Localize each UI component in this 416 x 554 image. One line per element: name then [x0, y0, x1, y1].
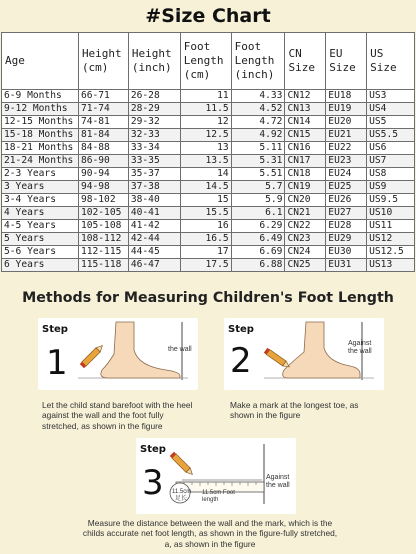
step-number: 1: [46, 343, 68, 383]
table-cell: 6.49: [231, 233, 285, 246]
column-header: Height (inch): [128, 33, 180, 90]
table-cell: CN20: [285, 194, 326, 207]
table-cell: 66-71: [78, 90, 128, 103]
table-cell: 5.7: [231, 181, 285, 194]
column-header: Foot Length (cm): [180, 33, 231, 90]
table-cell: 84-88: [78, 142, 128, 155]
step-number: 3: [142, 463, 164, 503]
table-cell: CN19: [285, 181, 326, 194]
table-row: [2, 129, 415, 142]
table-cell: 4.52: [231, 103, 285, 116]
table-cell: 5 Years: [2, 233, 79, 246]
table-row: [2, 116, 415, 129]
step-2-caption: Make a mark at the longest toe, as shown in the figure: [230, 400, 359, 421]
table-cell: 13: [180, 142, 231, 155]
step-label: Step: [140, 444, 166, 455]
table-row: [2, 142, 415, 155]
table-row: [2, 259, 415, 272]
column-header: Foot Length (inch): [231, 33, 285, 90]
table-cell: 5.9: [231, 194, 285, 207]
table-cell: 35-37: [128, 168, 180, 181]
table-cell: US4: [367, 103, 415, 116]
wall-label: Against the wall: [348, 340, 372, 355]
table-cell: 98-102: [78, 194, 128, 207]
table-cell: 12.5: [180, 129, 231, 142]
table-cell: US11: [367, 220, 415, 233]
mark-label: 11.5cm 足长: [172, 489, 192, 502]
table-cell: 112-115: [78, 246, 128, 259]
table-cell: US9: [367, 181, 415, 194]
table-cell: US12.5: [367, 246, 415, 259]
step-3-card: [136, 438, 296, 514]
methods-title: Methods for Measuring Children's Foot Length: [22, 290, 394, 306]
table-cell: US5.5: [367, 129, 415, 142]
column-header: CN Size: [285, 33, 326, 90]
table-cell: 11.5: [180, 103, 231, 116]
table-row: [2, 207, 415, 220]
table-row: [2, 246, 415, 259]
table-cell: EU26: [326, 194, 367, 207]
table-cell: US10: [367, 207, 415, 220]
table-cell: 14: [180, 168, 231, 181]
table-cell: 90-94: [78, 168, 128, 181]
table-row: [2, 155, 415, 168]
table-cell: CN13: [285, 103, 326, 116]
step-1-caption: Let the child stand barefoot with the heel against the wall and the foot fully stretched, as shown in the figure: [42, 400, 193, 431]
table-cell: 3-4 Years: [2, 194, 79, 207]
size-chart-table: [1, 32, 415, 272]
table-cell: 12-15 Months: [2, 116, 79, 129]
table-cell: 4.72: [231, 116, 285, 129]
pencil-icon: [170, 452, 195, 477]
table-cell: CN22: [285, 220, 326, 233]
table-cell: 28-29: [128, 103, 180, 116]
table-cell: 12: [180, 116, 231, 129]
table-cell: US3: [367, 90, 415, 103]
table-cell: 40-41: [128, 207, 180, 220]
column-header: Age: [2, 33, 79, 90]
table-cell: 6.1: [231, 207, 285, 220]
table-cell: CN16: [285, 142, 326, 155]
table-cell: 6.69: [231, 246, 285, 259]
table-cell: 5-6 Years: [2, 246, 79, 259]
table-cell: CN18: [285, 168, 326, 181]
table-row: [2, 233, 415, 246]
table-cell: 6 Years: [2, 259, 79, 272]
table-cell: 71-74: [78, 103, 128, 116]
table-cell: CN25: [285, 259, 326, 272]
table-cell: EU23: [326, 155, 367, 168]
table-header-row: [2, 33, 415, 90]
table-cell: EU29: [326, 233, 367, 246]
table-cell: 41-42: [128, 220, 180, 233]
table-cell: 3 Years: [2, 181, 79, 194]
ruler-label: 11.5cm Foot length: [202, 490, 235, 503]
table-row: [2, 103, 415, 116]
table-cell: 5.51: [231, 168, 285, 181]
table-cell: 81-84: [78, 129, 128, 142]
table-cell: 5.11: [231, 142, 285, 155]
wall-label: Against the wall: [266, 474, 290, 489]
table-cell: EU19: [326, 103, 367, 116]
step-label: Step: [228, 324, 254, 335]
table-cell: 74-81: [78, 116, 128, 129]
table-cell: US5: [367, 116, 415, 129]
step-number: 2: [230, 341, 252, 381]
table-cell: CN12: [285, 90, 326, 103]
table-cell: CN23: [285, 233, 326, 246]
step-1-card: [38, 318, 198, 390]
table-cell: 108-112: [78, 233, 128, 246]
table-cell: 32-33: [128, 129, 180, 142]
table-cell: EU25: [326, 181, 367, 194]
table-cell: 105-108: [78, 220, 128, 233]
table-cell: EU24: [326, 168, 367, 181]
table-cell: 86-90: [78, 155, 128, 168]
table-cell: 38-40: [128, 194, 180, 207]
step-2-card: [224, 318, 384, 390]
table-cell: 17.5: [180, 259, 231, 272]
table-cell: 14.5: [180, 181, 231, 194]
table-cell: US8: [367, 168, 415, 181]
step-1-illustration: [38, 318, 198, 390]
table-cell: 5.31: [231, 155, 285, 168]
table-cell: 4.33: [231, 90, 285, 103]
table-cell: CN14: [285, 116, 326, 129]
table-cell: 11: [180, 90, 231, 103]
table-cell: 15.5: [180, 207, 231, 220]
size-chart-title: #Size Chart: [145, 5, 271, 27]
table-cell: 2-3 Years: [2, 168, 79, 181]
table-cell: 29-32: [128, 116, 180, 129]
column-header: Height (cm): [78, 33, 128, 90]
pencil-icon: [80, 343, 105, 368]
table-cell: EU28: [326, 220, 367, 233]
table-cell: US13: [367, 259, 415, 272]
table-cell: 21-24 Months: [2, 155, 79, 168]
table-cell: 94-98: [78, 181, 128, 194]
table-cell: 9-12 Months: [2, 103, 79, 116]
pencil-icon: [264, 348, 291, 370]
table-cell: 26-28: [128, 90, 180, 103]
table-cell: 18-21 Months: [2, 142, 79, 155]
table-row: [2, 90, 415, 103]
table-cell: 46-47: [128, 259, 180, 272]
table-cell: 33-35: [128, 155, 180, 168]
table-row: [2, 168, 415, 181]
table-cell: US6: [367, 142, 415, 155]
table-cell: EU31: [326, 259, 367, 272]
table-cell: 6.29: [231, 220, 285, 233]
table-cell: 4 Years: [2, 207, 79, 220]
table-cell: 4.92: [231, 129, 285, 142]
table-cell: 44-45: [128, 246, 180, 259]
step-label: Step: [42, 324, 68, 335]
table-cell: 17: [180, 246, 231, 259]
table-cell: 15: [180, 194, 231, 207]
table-cell: 6-9 Months: [2, 90, 79, 103]
table-row: [2, 181, 415, 194]
table-cell: CN21: [285, 207, 326, 220]
table-cell: 16.5: [180, 233, 231, 246]
table-cell: 102-105: [78, 207, 128, 220]
table-cell: CN17: [285, 155, 326, 168]
table-cell: 6.88: [231, 259, 285, 272]
table-cell: US7: [367, 155, 415, 168]
table-cell: 15-18 Months: [2, 129, 79, 142]
table-cell: 4-5 Years: [2, 220, 79, 233]
step-3-caption: Measure the distance between the wall and the mark, which is the childs accurate net foot length, as shown in the figure-fully stretched, a, as shown in the figure: [82, 518, 338, 549]
table-cell: CN24: [285, 246, 326, 259]
table-cell: US12: [367, 233, 415, 246]
column-header: US Size: [367, 33, 415, 90]
table-cell: EU20: [326, 116, 367, 129]
table-cell: 37-38: [128, 181, 180, 194]
table-row: [2, 194, 415, 207]
table-cell: EU21: [326, 129, 367, 142]
table-cell: 13.5: [180, 155, 231, 168]
table-cell: EU30: [326, 246, 367, 259]
table-cell: 42-44: [128, 233, 180, 246]
table-cell: EU18: [326, 90, 367, 103]
table-cell: EU27: [326, 207, 367, 220]
table-cell: 115-118: [78, 259, 128, 272]
wall-label: the wall: [168, 346, 192, 353]
table-cell: 16: [180, 220, 231, 233]
column-header: EU Size: [326, 33, 367, 90]
table-cell: CN15: [285, 129, 326, 142]
table-cell: US9.5: [367, 194, 415, 207]
table-cell: EU22: [326, 142, 367, 155]
table-cell: 33-34: [128, 142, 180, 155]
table-row: [2, 220, 415, 233]
